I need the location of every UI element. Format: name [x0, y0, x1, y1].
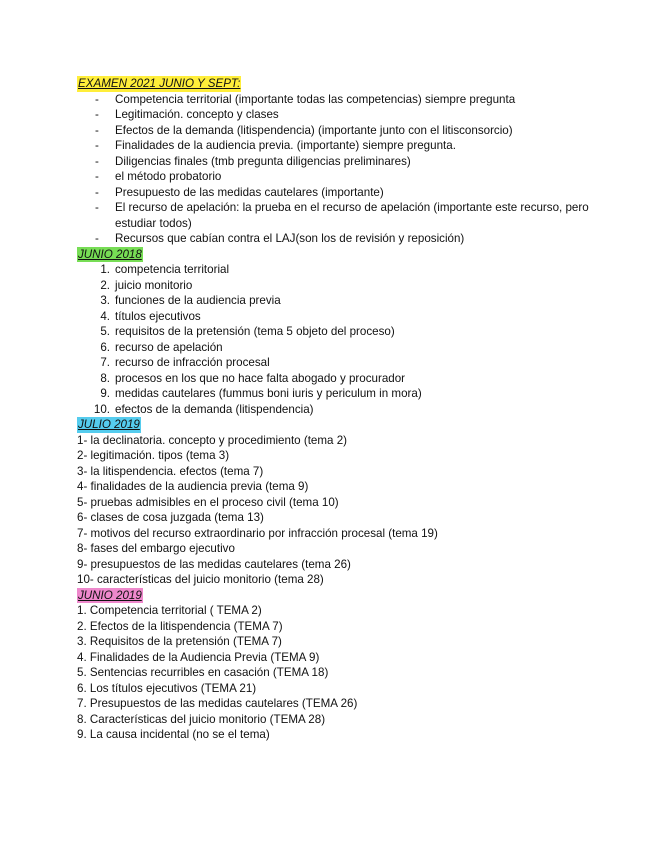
list-item: - Legitimación. concepto y clases [95, 108, 279, 121]
list-item: - el método probatorio [95, 170, 222, 183]
list-item: - Competencia territorial (importante todas las competencias) siempre pregunta [95, 92, 516, 106]
document-content [77, 76, 597, 743]
list-item: - El recurso de apelación: la prueba en el recurso de apelación (importante este recurso, pero estudiar todos) [95, 201, 589, 230]
list-item: 5. requisitos de la pretensión (tema 5 objeto del proceso) [100, 325, 395, 338]
list-item: 4. Finalidades de la Audiencia Previa (TEMA 9) [77, 650, 320, 664]
list-item: 4. títulos ejecutivos [100, 309, 201, 323]
list-item: 6. Los títulos ejecutivos (TEMA 21) [77, 681, 257, 695]
list-item: 9. medidas cautelares (fummus boni iuris y periculum in mora) [100, 387, 422, 400]
section-heading: JUNIO 2018 [78, 247, 142, 261]
list-item: 7. recurso de infracción procesal [100, 356, 270, 369]
list-item: 1- la declinatoria. concepto y procedimiento (tema 2) [77, 433, 348, 447]
plain-list [77, 603, 597, 743]
list-item: 3- la litispendencia. efectos (tema 7) [77, 464, 264, 478]
list-item: 5. Sentencias recurribles en casación (TEMA 18) [77, 666, 329, 679]
list-item: - Efectos de la demanda (litispendencia) (importante junto con el litisconsorcio) [95, 123, 513, 137]
list-item: 5- pruebas admisibles en el proceso civil (tema 10) [77, 495, 339, 509]
section-junio-2018 [77, 247, 597, 418]
list-item: 2. Efectos de la litispendencia (TEMA 7) [77, 619, 283, 633]
list-item: 6. recurso de apelación [100, 340, 223, 354]
list-item: 8. Características del juicio monitorio (TEMA 28) [77, 712, 326, 726]
list-item: 3. Requisitos de la pretensión (TEMA 7) [77, 635, 282, 648]
list-item: 7. Presupuestos de las medidas cautelares (TEMA 26) [77, 697, 358, 710]
list-item: - Finalidades de la audiencia previa. (importante) siempre pregunta. [95, 139, 456, 152]
bullet-list [77, 92, 597, 247]
numbered-list [77, 262, 597, 417]
list-item: 9. La causa incidental (no se el tema) [77, 728, 270, 741]
list-item: 9- presupuestos de las medidas cautelares (tema 26) [77, 557, 351, 571]
section-junio-2019 [77, 588, 597, 743]
list-item: - Presupuesto de las medidas cautelares (importante) [95, 185, 384, 199]
list-item: 8. procesos en los que no hace falta abogado y procurador [100, 371, 406, 385]
plain-list [77, 433, 597, 588]
section-heading: EXAMEN 2021 JUNIO Y SEPT: [78, 77, 241, 90]
list-item: 10. efectos de la demanda (litispendencia) [93, 402, 314, 416]
list-item: 8- fases del embargo ejecutivo [77, 542, 235, 555]
list-item: 1. competencia territorial [100, 263, 230, 276]
list-item: 1. Competencia territorial ( TEMA 2) [77, 604, 262, 617]
list-item: 7- motivos del recurso extraordinario por infracción procesal (tema 19) [77, 526, 438, 540]
section-exam-2021 [77, 76, 597, 247]
section-heading: JUNIO 2019 [78, 588, 142, 602]
list-item: 2- legitimación. tipos (tema 3) [77, 449, 230, 462]
section-heading: JULIO 2019 [78, 418, 140, 431]
list-item: 3. funciones de la audiencia previa [100, 294, 281, 307]
section-julio-2019 [77, 417, 597, 588]
list-item: 10- características del juicio monitorio (tema 28) [77, 573, 324, 586]
list-item: - Diligencias finales (tmb pregunta diligencias preliminares) [95, 154, 411, 168]
list-item: 4- finalidades de la audiencia previa (tema 9) [77, 480, 309, 493]
list-item: - Recursos que cabían contra el LAJ(son los de revisión y reposición) [95, 232, 465, 245]
list-item: 6- clases de cosa juzgada (tema 13) [77, 511, 264, 524]
list-item: 2. juicio monitorio [100, 278, 193, 292]
